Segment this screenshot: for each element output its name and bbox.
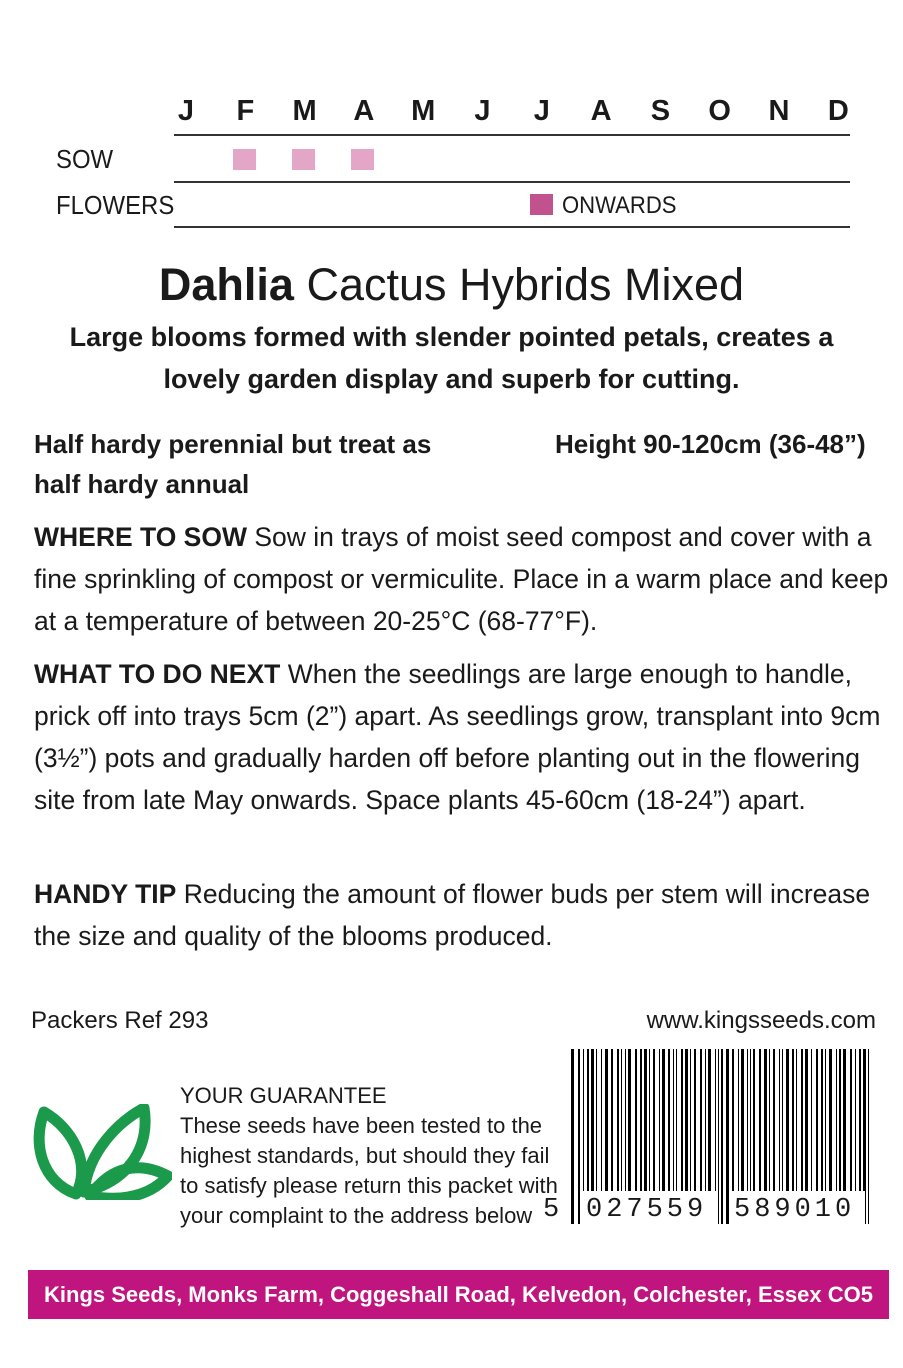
what-next-heading: WHAT TO DO NEXT — [34, 659, 281, 689]
barcode-bar — [718, 1049, 719, 1224]
plant-type — [34, 424, 431, 504]
guarantee-line: These seeds have been tested to the — [180, 1113, 543, 1138]
guarantee-line: highest standards, but should they fail — [180, 1143, 550, 1168]
barcode-bar — [721, 1049, 723, 1224]
product-title — [0, 258, 903, 312]
calendar-divider — [174, 181, 850, 183]
packers-ref: Packers Ref 293 — [31, 1007, 209, 1034]
plant-height: Height 90-120cm (36-48”) — [555, 429, 866, 459]
month-label: A — [353, 95, 375, 127]
month-label: N — [768, 95, 790, 127]
calendar-divider — [174, 226, 850, 228]
month-label: J — [474, 95, 491, 127]
month-label: J — [533, 95, 550, 127]
barcode-first-digit: 5 — [543, 1195, 560, 1225]
handy-tip-text: Reducing the amount of flower buds per stem will increase the size and quality of the blooms produced. — [34, 879, 871, 951]
month-label: F — [236, 95, 255, 127]
month-label: A — [590, 95, 612, 127]
where-to-sow-text: Sow in trays of moist seed compost and cover with a fine sprinkling of compost or vermiculite. Place in a warm place and keep at a temperature of between 20-25°C (68-77°F). — [34, 522, 889, 636]
guarantee-line: your complaint to the address below — [180, 1203, 533, 1228]
guarantee-block — [180, 1081, 558, 1231]
plant-type-line: Half hardy perennial but treat as — [34, 429, 432, 459]
calendar-divider — [174, 134, 850, 136]
month-label: M — [411, 95, 436, 127]
barcode-bar — [868, 1049, 869, 1224]
product-subtitle: Large blooms formed with slender pointed petals, creates a lovely garden display and superb for cutting. — [69, 322, 834, 394]
guarantee-heading: YOUR GUARANTEE — [180, 1083, 387, 1108]
onwards-label: ONWARDS — [562, 192, 677, 219]
plant-type-line: half hardy annual — [34, 469, 250, 499]
address-footer: Kings Seeds, Monks Farm, Coggeshall Road, Kelvedon, Colchester, Essex CO5 9PG — [28, 1270, 889, 1319]
what-next-text: When the seedlings are large enough to handle, prick off into trays 5cm (2”) apart. As seedlings grow, transplant into 9cm (3½”) pots and gradually harden off before planting out in the flowering site from late May onwards. Space plants 45-60cm (18-24”) apart. — [34, 659, 881, 815]
barcode-left-digits: 027559 — [586, 1195, 708, 1225]
product-genus: Dahlia — [158, 259, 294, 310]
month-label: D — [827, 95, 849, 127]
where-to-sow-heading: WHERE TO SOW — [34, 522, 247, 552]
sow-marker-mar — [292, 149, 315, 170]
month-label: J — [177, 95, 195, 127]
flowers-marker-aug — [530, 194, 553, 215]
month-label: O — [708, 95, 731, 127]
leaf-logo-icon — [32, 1104, 172, 1200]
handy-tip-heading: HANDY TIP — [34, 879, 177, 909]
sow-marker-feb — [233, 149, 256, 170]
product-variety: Cactus Hybrids Mixed — [306, 259, 745, 310]
month-label: S — [650, 95, 671, 127]
where-to-sow-section — [34, 516, 890, 642]
what-next-section — [34, 653, 890, 821]
website-link[interactable]: www.kingsseeds.com — [646, 1007, 876, 1034]
barcode-bar — [578, 1049, 580, 1224]
barcode-right-digits: 589010 — [734, 1195, 856, 1225]
barcode-bar — [571, 1049, 574, 1224]
sow-row-label: SOW — [56, 144, 114, 174]
barcode-bar — [726, 1049, 729, 1224]
month-label: M — [292, 95, 317, 127]
guarantee-line: to satisfy please return this packet with — [180, 1173, 558, 1198]
sow-marker-apr — [351, 149, 374, 170]
handy-tip-section — [34, 873, 890, 957]
flowers-row-label: FLOWERS — [56, 190, 175, 220]
